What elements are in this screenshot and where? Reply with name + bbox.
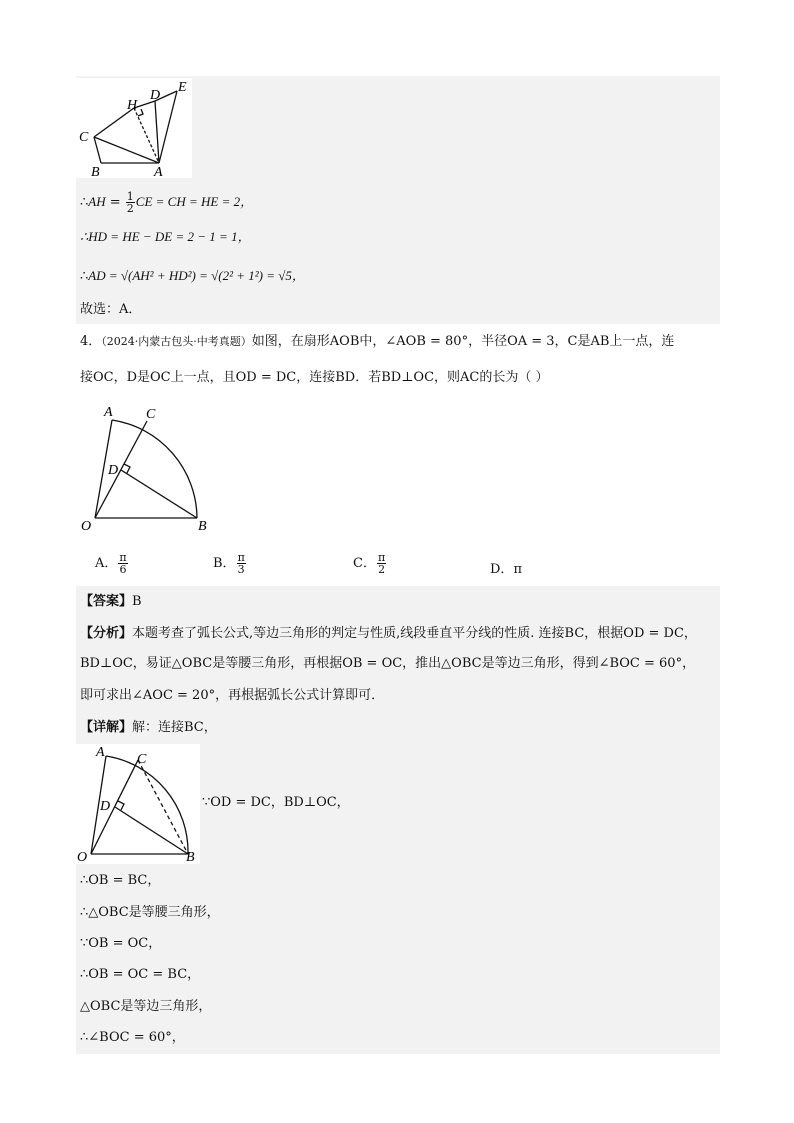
detail-given: ∵OD = DC，BD⊥OC， <box>202 795 350 810</box>
prev-line-1: ∴AH = $\frac{1}{2}$ CE = CH = HE = 2， <box>80 190 254 215</box>
detail-step-6: ∴∠BOC = 60°， <box>80 1030 185 1045</box>
fig2-label-a: A <box>104 405 113 420</box>
fig1-label-e: E <box>178 80 187 95</box>
option-a[interactable]: A． $\frac{\pi}{6}$ <box>95 551 127 576</box>
fig2-label-o: O <box>81 519 92 534</box>
fig3-label-d: D <box>100 799 111 814</box>
question-stem-2: 接OC，D是OC上一点，且OD = DC，连接BD．若BD⊥OC，则AC的长为（ ） <box>80 370 549 385</box>
detail-step-2: ∴△OBC是等腰三角形， <box>80 905 220 920</box>
analysis-line-3: 即可求出∠AOC = 20°，再根据弧长公式计算即可． <box>80 688 385 703</box>
figure-sector-detail <box>76 744 200 864</box>
fig2-label-d: D <box>108 463 119 478</box>
fig1-label-d: D <box>150 88 161 103</box>
fig1-label-h: H <box>127 98 138 113</box>
fig1-label-c: C <box>79 130 89 145</box>
fig3-label-a: A <box>96 745 105 760</box>
option-d[interactable]: D．π <box>490 562 522 577</box>
fig3-label-c: C <box>137 752 147 767</box>
figure-sector <box>76 388 226 538</box>
fig1-label-b: B <box>91 165 100 178</box>
detail-step-1: ∴OB = BC， <box>80 873 161 888</box>
fig2-label-c: C <box>146 407 156 422</box>
fig3-label-o: O <box>77 850 88 864</box>
analysis-line-2: BD⊥OC，易证△OBC是等腰三角形，再根据OB = OC，推出△OBC是等边三角形，得到∠BOC = 60°， <box>80 656 696 671</box>
fig2-label-b: B <box>198 519 207 534</box>
answer-line: 【答案】B <box>80 594 142 609</box>
detail-step-5: △OBC是等边三角形， <box>80 999 212 1014</box>
option-c[interactable]: C． $\frac{\pi}{2}$ <box>353 551 386 576</box>
question-stem-1: 4．（2024·内蒙古包头·中考真题）如图，在扇形AOB中，∠AOB = 80°，半径OA = 3，C是AB上一点，连 <box>80 334 675 349</box>
figure-quadrilateral <box>76 78 192 178</box>
option-b[interactable]: B． $\frac{\pi}{3}$ <box>213 551 245 576</box>
detail-intro: 【详解】解：连接BC， <box>80 720 217 735</box>
fig1-label-a: A <box>154 165 163 178</box>
prev-line-4: 故选：A． <box>80 302 142 317</box>
analysis-line-1: 【分析】本题考查了弧长公式,等边三角形的判定与性质,线段垂直平分线的性质. 连接BC，根据OD = DC， <box>80 626 697 641</box>
detail-step-4: ∴OB = OC = BC， <box>80 967 201 982</box>
fig3-label-b: B <box>186 850 195 864</box>
detail-step-3: ∵OB = OC， <box>80 936 162 951</box>
prev-line-3: ∴AD = √(AH² + HD²) = √(2² + 1²) = √5， <box>80 268 305 284</box>
prev-line-2: ∴HD = HE − DE = 2 − 1 = 1， <box>80 229 251 244</box>
